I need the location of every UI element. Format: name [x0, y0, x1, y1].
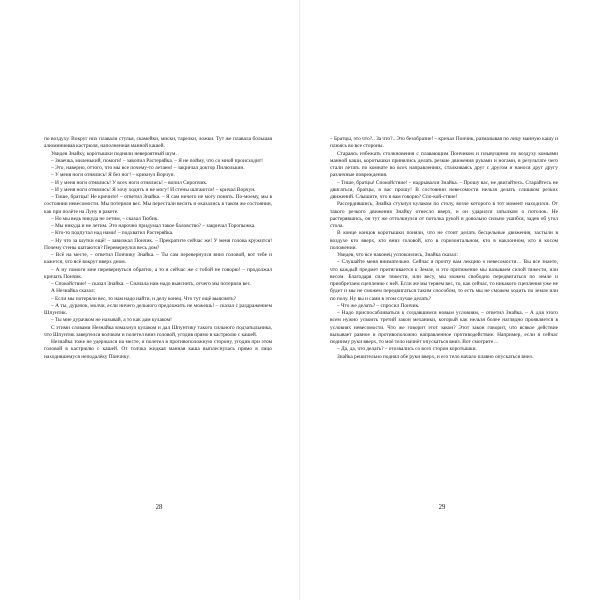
paragraph: – Братцы, это что?.. За что?.. Это безобразие! – кричал Пончик, размазывая по лицу манную кашу и плюясь во все стороны. — [330, 136, 558, 150]
paragraph: – Спокойствие! – сказал Знайка. – Сначала нам надо выяснить, отчего мы потеряли вес. — [51, 281, 252, 287]
paragraph: – Это, наверно, оттого, что мы все почему-то летаем! – закричал доктор Пилюлькин. — [51, 165, 245, 171]
paragraph: – И у меня ноги отнялись! У всех ноги отнялись! – вопил Сиропчик. — [51, 179, 208, 186]
paragraph: Незнайка тоже не удержался на месте, и полетел в противоположную сторону, угодив при этом головой в кастрюлю с кашей. От толчка жидкая манная каша выплеснулась прямо в лицо находившемуся неподалёку Пончику. — [44, 339, 272, 360]
paragraph: Знайка решительно поднял обе руки вверх, и его тело начало плавно опускаться вниз. — [337, 353, 534, 360]
right-page — [300, 0, 600, 600]
paragraph: – Ну что за шутки ещё! – завизжал Пончик. – Прекратите сейчас же! У меня голова кружится! Почему стены шатаются? Перевернулся весь дом? — [44, 237, 272, 251]
page-number: 29 — [438, 504, 446, 511]
paragraph: В конце концов коротышки поняли, что не стоит делать бесцельные движения, застыли в воздухе кто вверх, кто вниз головой, кто в горизонтальном, кто в наклонном, кто в косом положении. — [330, 230, 558, 251]
paragraph: Увидев, что все наконец успокоились, Знайка сказал: — [337, 252, 458, 258]
paragraph: – Но мы ведь никуда не летим, – сказал Тюбик. — [51, 215, 159, 222]
paragraph: – Что же делать? – спросил Пончик. — [337, 302, 420, 309]
paragraph: по воздуху. Вокруг них плавали стулья, скамейки, миски, тарелки, ложки. Тут же плавала большая алюминиевая кастрюля, наполненная манной кашей. — [44, 136, 272, 150]
paragraph: – И у меня ноги отнялись! Я хочу ходить и не могу! И стены шатаются! – кричал Ворчун. — [51, 186, 256, 193]
paragraph: Стараясь избежать столкновения с плавающим Пончиком и плывущими по воздуху комьями манной каши, коротышки принялись делать резкие движения руками и ногами, в результате чего стали летать по комнате во всех направлениях, сталкиваясь друг с другом и нанося друг другу различные повреждения. — [330, 150, 558, 179]
paragraph: – Всё на месте, – ответил Пончику Знайка. – Ты сам перевернулся вниз головой, вот тебе и кажется, что всё вокруг вверх дном. — [44, 252, 272, 266]
paragraph: – Да, да, что делать? – отозвались со всех сторон коротышки. — [337, 346, 477, 353]
paragraph: Рассердившись, Знайка стукнул кулаком по столу, возле которого в тот момент находился. От такого резкого движения Знайку отнесло вверх, и он ударился затылком о потолок. Не растерявшись, он тут же оттолкнулся от потолка рукой и довольно сильно ушибся, задев об угол стола. — [330, 201, 558, 229]
paragraph: – Кто-то подпутал над нами! – подхватил Растеряйка. — [51, 230, 174, 237]
paragraph: С этими словами Незнайка взмахнул кулаком и дал Шпунтику такого сильного подзатыльника, что Шпунтик завертелся волчком и полетел вниз головой, угодив прямо в кастрюлю с кашей. — [44, 324, 272, 338]
paragraph: А Незнайка сказал: — [51, 288, 96, 295]
paragraph: – А ты, дурачок, молчи, если ничего дельного предложить не можешь! – сказал с раздражением Шпунтик. — [44, 302, 272, 316]
paragraph: – У меня ноги отнялись! Я без ног! – крикнул Ворчун. — [51, 172, 175, 179]
paragraph: – Знаечка, миленький, помоги! – завопил Растеряйка. – Я не пойму, что со мной происходит! — [51, 157, 263, 164]
paragraph: – А ну помоги мне перевернуться обратно, а то я сейчас же с тобой не говорю! – продолжал кричать Пончик. — [44, 266, 272, 280]
left-page-text — [44, 136, 272, 361]
paragraph: Увидев Знайку, коротышки подняли невероятный шум. — [51, 150, 177, 157]
paragraph: – Если мы потеряли вес, то нам надо найти, и делу конец. Что тут ещё выяснять? — [51, 295, 236, 302]
paragraph: – Тише, братцы! Спокойствие! – надрывался Знайка. – Прошу вас, не двигайтесь. Старайтесь не двигаться, братцы, я вас прошу! В состоянии невесомости нельзя делать слишком резких движений. Слышите, что я вам говорю? Спо-кой-ствие! — [330, 179, 558, 200]
paragraph: – Мы никуда и не летим. Это нарочно придумал такое баловство? – закричал Торопыжка. — [51, 223, 256, 229]
paragraph: – Надо приспосабливаться к создавшимся новым условиям, – ответил Знайка. – А для этого всем нужно усвоить третий закон механики, который как нельзя более наглядно проявляется в условиях невесомости. Что же говорит этот закон? Этот закон говорит, что всякое действие вызывает равное и противоположно направленное противодействие. Например, если я сейчас подниму руки вверх, то моё тело начнёт опускаться вниз. Вот смотрите… — [330, 310, 558, 345]
right-page-text — [330, 136, 558, 361]
paragraph: – Слушайте меня внимательно. Сейчас я прочту вам лекцию о невесомости… Вы все знаете, что каждый предмет притягивается к Земле, и это притяжение мы называем силой тяжести, или весом. Благодаря силе тяжести, или весу, мы можем свободно передвигаться по земле и приобретаем сцепление с ней. Если же мы теряем вес, то, как сейчас, то никакого сцепления уже не будет и мы не сможем передвигаться таким способом, то есть мы не сможем ходить по земле или по полу. Ну вы и сами в этом случае делать? — [330, 259, 558, 302]
paragraph: – Тише, братцы! Не кричите! – ответил Знайка. – Я сам ничего не могу понять. По-моему, мы в состоянии невесомости. Мы потеряли вес. Мы перестали весить и оказались в таком же состоянии, как при полёте на Луну в ракете. — [44, 194, 272, 215]
page-number: 28 — [155, 504, 163, 511]
paragraph: – Ты мне дурачком не называй, а то как дам кулаком! — [51, 317, 172, 324]
